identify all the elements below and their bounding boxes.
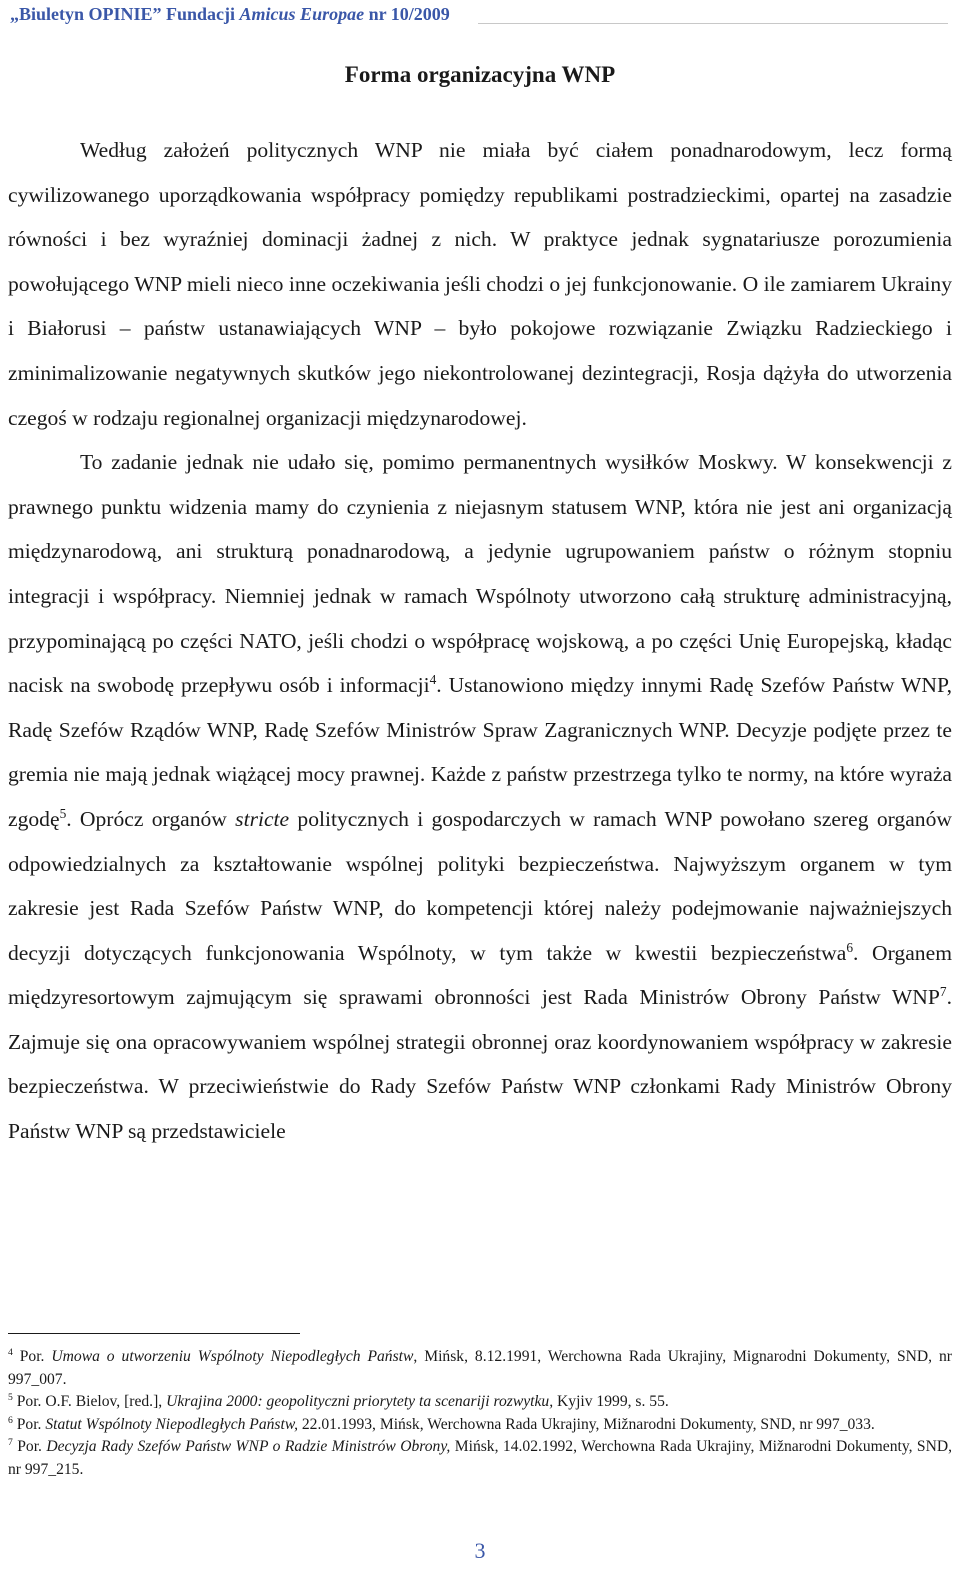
footnote-title: Ukrajina 2000: geopolityczni priorytety ta scenariji rozwytku, <box>166 1393 554 1411</box>
footnote-details: , Mińsk, 8.12.1991, Werchowna Rada Ukrajiny, Mignarodni Dokumenty, SND, nr 997_007. <box>8 1348 952 1388</box>
paragraph-2-part: politycznych i gospodarczych w ramach WNP powołano szereg organów odpowiedzialnych za kształtowanie wspólnej polityki bezpieczeństwa. Najwyższym organem w tym zakresie jest Rada Szefów Państw WNP, do kompetencji której należy podejmowanie najważniejszych decyzji dotyczących funkcjonowania Wspólnoty, w tym także w kwestii bezpieczeństwa <box>8 806 952 965</box>
footnote-prefix: Por. O.F. Bielov, [red.], <box>12 1393 167 1411</box>
footnote-prefix: Por. <box>12 1348 52 1365</box>
footnote-separator <box>8 1333 300 1334</box>
footnote-title: Statut Wspólnoty Niepodległych Państw, <box>45 1415 298 1433</box>
paragraph-2-part: . Ustanowiono między innymi Radę Szefów Państw WNP, Radę Szefów Rządów WNP, Radę Szefów Ministrów Spraw Zagranicznych WNP. Decyzje podjęte przez te gremia nie mają jednak wiążącej mocy prawnej. Każde z państw przestrzega tylko te normy, na które wyraża zgodę <box>8 673 952 831</box>
footnote-details: 22.01.1993, Mińsk, Werchowna Rada Ukrajiny, Mižnarodni Dokumenty, SND, nr 997_033. <box>297 1415 875 1433</box>
footnote <box>8 1391 952 1414</box>
section-heading: Forma organizacyjna WNP <box>344 62 616 87</box>
page-number: 3 <box>474 1538 486 1563</box>
footnote-number: 5 <box>8 1392 13 1403</box>
paragraph-1: Według założeń politycznych WNP nie miała być ciałem ponadnarodowym, lecz formą cywilizowanego uporządkowania współpracy pomiędzy republikami postradzieckimi, opartej na zasadzie równości i bez wyraźniej dominacji żadnej z nich. W praktyce jednak sygnatariusze porozumienia powołującego WNP mieli nieco inne oczekiwania jeśli chodzi o jej funkcjonowanie. O ile zamiarem Ukrainy i Białorusi – państw ustanawiających WNP – było pokojowe rozwiązanie Związku Radzieckiego i zminimalizowanie negatywnych skutków jego niekontrolowanej dezintegracji, Rosja dążyła do utworzenia czegoś w rodzaju regionalnej organizacji międzynarodowej. <box>8 138 952 430</box>
footnote-title: Umowa o utworzeniu Wspólnoty Niepodległych Państw <box>51 1348 414 1365</box>
footnote-prefix: Por. <box>12 1438 47 1456</box>
paragraph-2 <box>8 440 952 1154</box>
footnote <box>8 1346 952 1391</box>
paragraph-2-part: . Organem międzyresortowym zajmującym się sprawami obronności jest Rada Ministrów Obrony Państw WNP <box>8 940 952 1010</box>
footnotes <box>8 1346 952 1482</box>
italic-term: stricte <box>235 806 290 831</box>
footnote-prefix: Por. <box>12 1415 46 1433</box>
bulletin-title-foundation: Amicus Europae <box>239 4 365 24</box>
body-text <box>8 128 952 1154</box>
footnote-number: 7 <box>8 1437 13 1449</box>
footnote-number: 6 <box>8 1414 13 1426</box>
paragraph-2-part: To zadanie jednak nie udało się, pomimo permanentnych wysiłków Moskwy. W konsekwencji z prawnego punktu widzenia mamy do czynienia z niejasnym statusem WNP, która nie jest ani organizacją międzynarodową, ani strukturą ponadnarodową, a jedynie ugrupowaniem państw o różnym stopniu integracji i współpracy. Niemniej jednak w ramach Wspólnoty utworzono całą strukturę administracyjną, przypominającą po części NATO, jeśli chodzi o współpracę wojskową, a po części Unię Europejską, kładąc nacisk na swobodę przepływu osób i informacji <box>8 450 952 698</box>
footnote-ref[interactable]: 5 <box>59 805 67 821</box>
footnote <box>8 1414 952 1437</box>
footnote-number: 4 <box>8 1346 13 1358</box>
footnote-details: Kyjiv 1999, s. 55. <box>553 1393 669 1411</box>
footnote-ref[interactable]: 7 <box>939 984 947 1000</box>
paragraph-2-part: . Oprócz organów <box>66 806 236 831</box>
header-rule <box>478 23 948 24</box>
footnote-ref[interactable]: 4 <box>429 671 437 687</box>
footnote-details: Mińsk, 14.02.1992, Werchowna Rada Ukrajiny, Mižnarodni Dokumenty, SND, nr 997_215. <box>8 1438 953 1478</box>
footnote <box>8 1436 952 1481</box>
footnote-title: Decyzja Rady Szefów Państw WNP o Radzie Ministrów Obrony, <box>46 1438 451 1456</box>
bulletin-title-issue: nr 10/2009 <box>364 4 450 24</box>
running-header <box>8 4 948 28</box>
bulletin-title-prefix: „Biuletyn OPINIE” Fundacji <box>10 4 240 24</box>
footnote-ref[interactable]: 6 <box>846 939 854 955</box>
bulletin-title <box>10 4 450 25</box>
paragraph-2-part: . Zajmuje się ona opracowywaniem wspólnej strategii obronnej oraz koordynowaniem współpracy w zakresie bezpieczeństwa. W przeciwieństwie do Rady Szefów Państw WNP członkami Rady Ministrów Obrony Państw WNP są przedstawiciele <box>8 985 952 1144</box>
